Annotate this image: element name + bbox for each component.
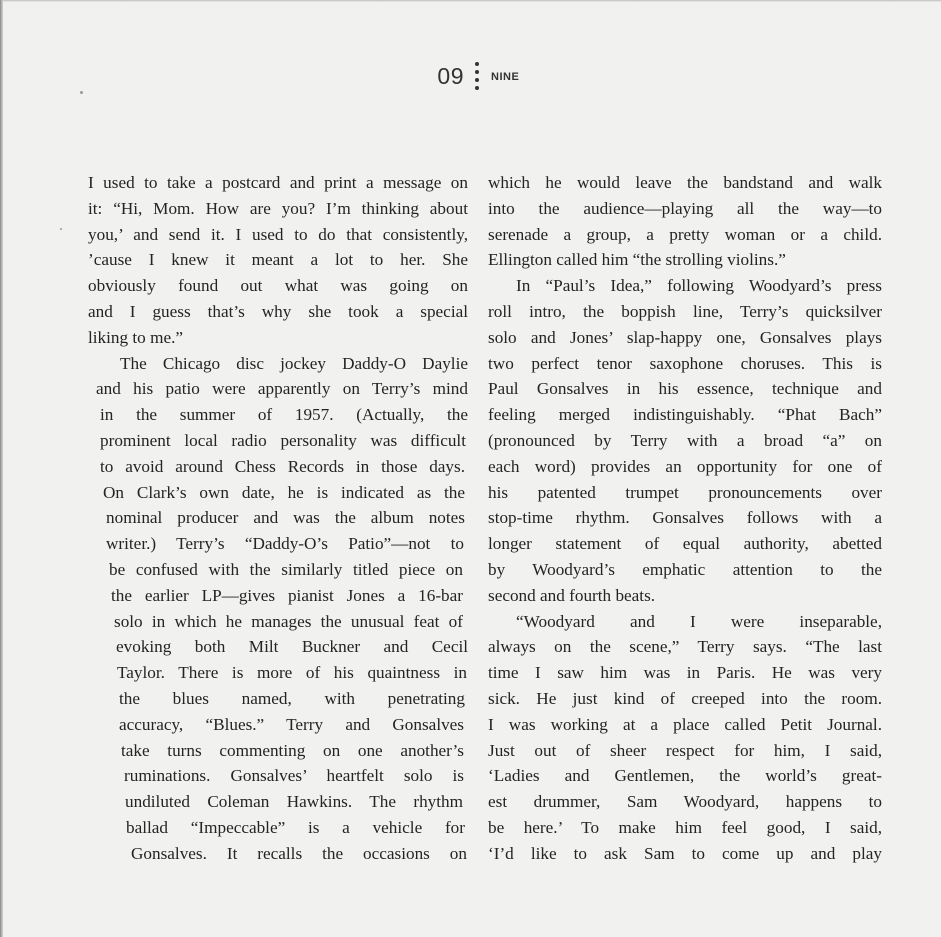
text-line: longer statement of equal authority, abetted <box>488 534 882 554</box>
text-line: Gonsalves. It recalls the occasions on <box>131 843 467 863</box>
text-line: prominent local radio personality was difficult <box>100 430 466 450</box>
text-line: always on the scene,” Terry says. “The last <box>488 637 882 657</box>
text-line: roll intro, the boppish line, Terry’s quicksilver <box>488 301 882 321</box>
scan-speck <box>60 228 62 230</box>
text-line: take turns commenting on one another’s <box>121 740 464 760</box>
text-line: you,’ and send it. I used to do that consistently, <box>88 224 468 244</box>
text-line: be here.’ To make him feel good, I said, <box>488 817 882 837</box>
text-line: nominal producer and was the album notes <box>106 508 465 528</box>
scan-speck <box>80 91 83 94</box>
text-line: two perfect tenor saxophone choruses. This is <box>488 353 882 373</box>
text-line: second and fourth beats. <box>488 585 656 605</box>
text-line: ’cause I knew it meant a lot to her. She <box>88 250 468 270</box>
page-top-edge <box>0 0 941 2</box>
page-number: 09 <box>437 63 464 89</box>
text-line: and I guess that’s why she took a special <box>88 301 468 321</box>
text-line: On Clark’s own date, he is indicated as the <box>103 482 465 502</box>
text-line: (pronounced by Terry with a broad “a” on <box>488 430 882 450</box>
text-line: sick. He just kind of creeped into the room. <box>488 688 882 708</box>
text-line: solo and Jones’ slap-happy one, Gonsalves plays <box>488 327 882 347</box>
text-line: ruminations. Gonsalves’ heartfelt solo is <box>124 766 464 786</box>
text-line: his patented trumpet pronouncements over <box>488 482 882 502</box>
text-line: ballad “Impeccable” is a vehicle for <box>126 817 465 837</box>
left-text-column <box>88 170 468 867</box>
text-line: which he would leave the bandstand and walk <box>488 173 882 192</box>
text-line: evoking both Milt Buckner and Cecil <box>116 637 468 657</box>
chapter-label: NINE <box>491 71 520 83</box>
text-line: In “Paul’s Idea,” following Woodyard’s press <box>516 276 882 296</box>
text-line: to avoid around Chess Records in those days. <box>100 456 465 476</box>
text-line: be confused with the similarly titled piece on <box>109 559 463 579</box>
page-left-edge <box>0 0 3 937</box>
text-line: Just out of sheer respect for him, I said, <box>488 740 882 760</box>
text-line: solo in which he manages the unusual feat of <box>114 611 463 631</box>
text-line: stop-time rhythm. Gonsalves follows with a <box>488 508 882 528</box>
text-line: it: “Hi, Mom. How are you? I’m thinking about <box>88 198 468 218</box>
text-line: undiluted Coleman Hawkins. The rhythm <box>125 792 463 812</box>
dot-separator-icon <box>473 62 481 98</box>
text-line: liking to me.” <box>88 327 183 347</box>
text-line: ‘I’d like to ask Sam to come up and play <box>488 843 882 863</box>
page-header <box>0 62 941 98</box>
text-line: serenade a group, a pretty woman or a child. <box>488 224 882 244</box>
text-line: Paul Gonsalves in his essence, technique and <box>488 379 882 399</box>
text-line: the blues named, with penetrating <box>119 688 465 708</box>
text-line: time I saw him was in Paris. He was very <box>488 663 882 683</box>
text-line: into the audience—playing all the way—to <box>488 198 882 218</box>
text-line: accuracy, “Blues.” Terry and Gonsalves <box>119 714 464 734</box>
text-line: The Chicago disc jockey Daddy-O Daylie <box>120 353 468 373</box>
text-line: the earlier LP—gives pianist Jones a 16-bar <box>111 585 463 605</box>
text-line: writer.) Terry’s “Daddy-O’s Patio”—not to <box>106 534 464 554</box>
text-line: in the summer of 1957. (Actually, the <box>100 405 468 425</box>
text-line: and his patio were apparently on Terry’s mind <box>96 379 468 399</box>
text-line: I used to take a postcard and print a message on <box>88 173 468 192</box>
text-line: ‘Ladies and Gentlemen, the world’s great- <box>488 766 882 786</box>
text-line: “Woodyard and I were inseparable, <box>516 611 882 631</box>
text-line: obviously found out what was going on <box>88 276 468 296</box>
text-line: Ellington called him “the strolling violins.” <box>488 250 786 270</box>
text-line: est drummer, Sam Woodyard, happens to <box>488 792 882 812</box>
text-line: by Woodyard’s emphatic attention to the <box>488 559 882 579</box>
text-line: I was working at a place called Petit Journal. <box>488 714 882 734</box>
text-line: each word) provides an opportunity for one of <box>488 456 882 476</box>
text-line: Taylor. There is more of his quaintness in <box>117 663 467 683</box>
right-text-column <box>488 170 882 867</box>
text-line: feeling merged indistinguishably. “Phat Bach” <box>488 405 882 425</box>
